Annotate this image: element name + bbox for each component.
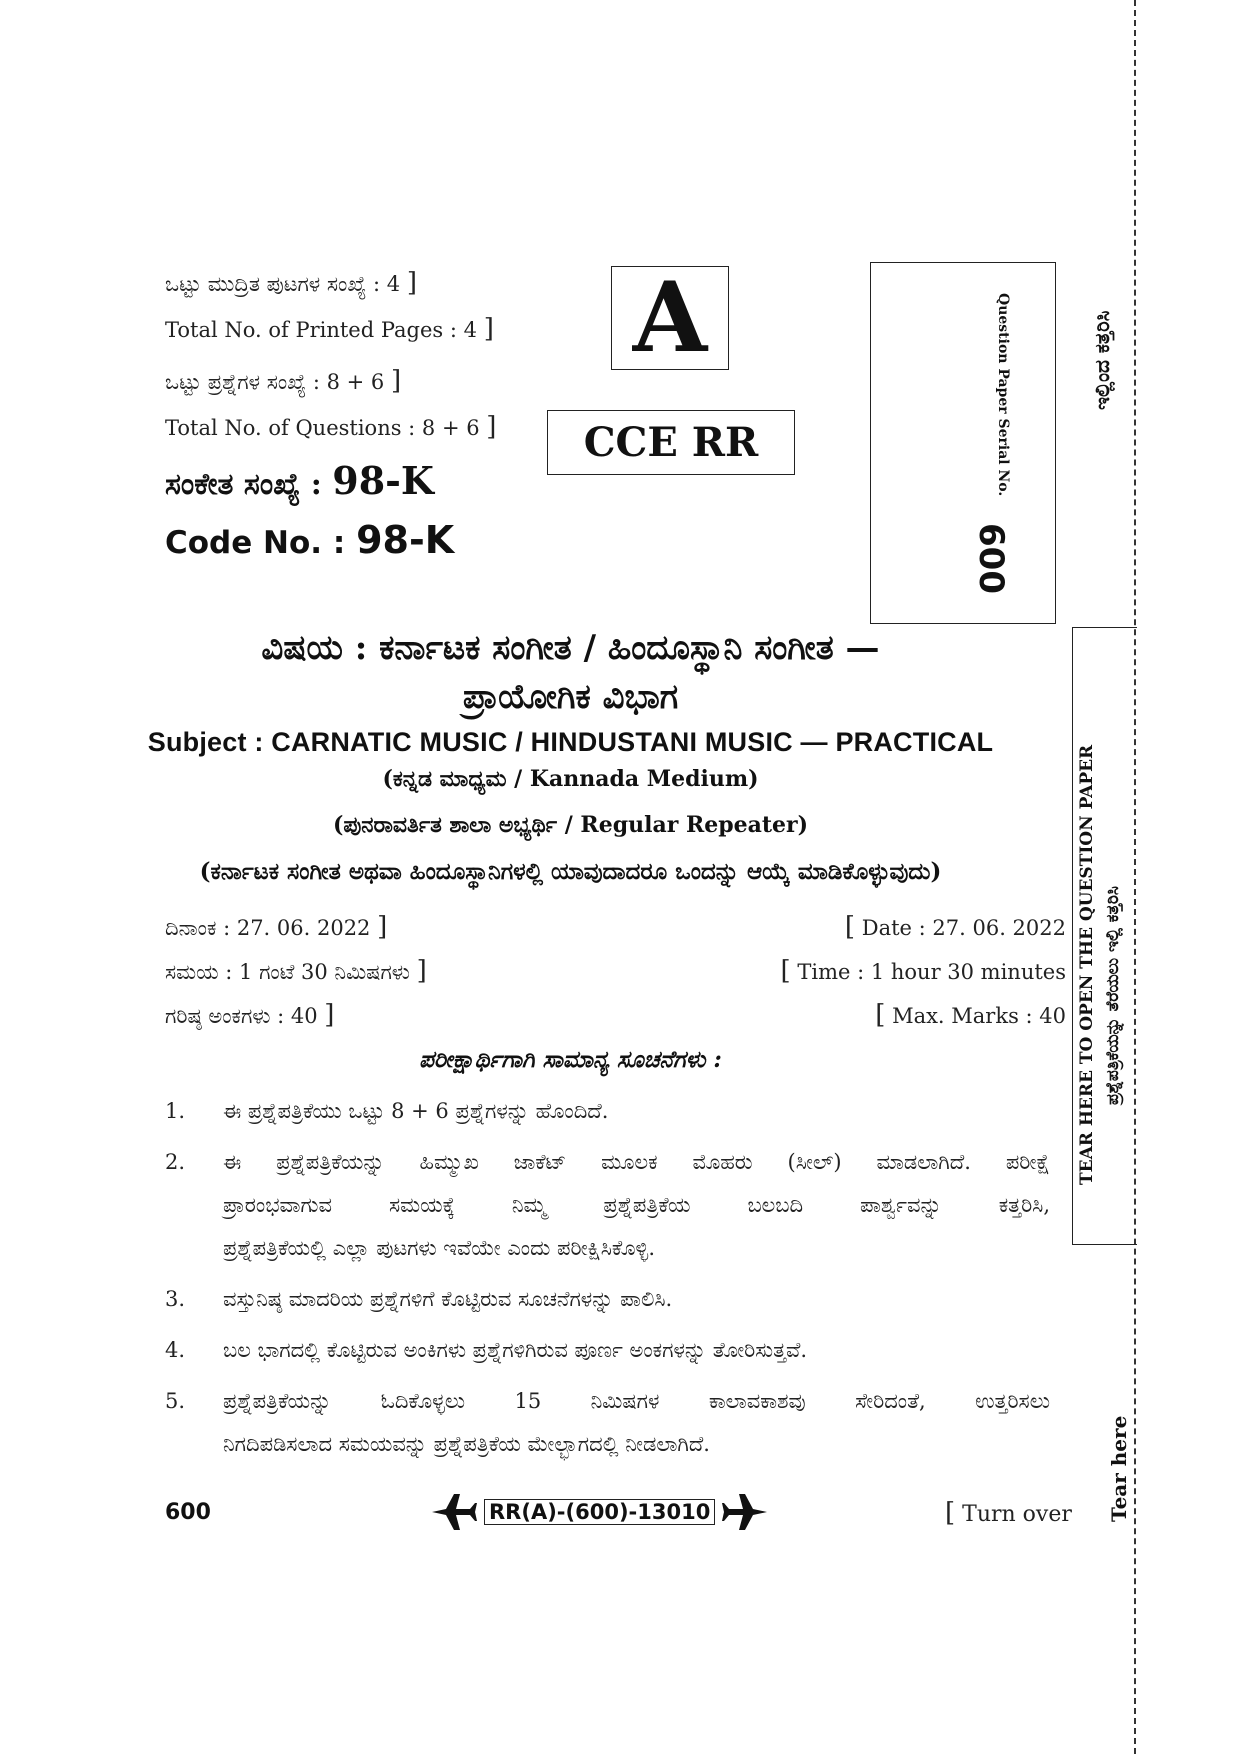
airplane-left-icon [430,1492,478,1532]
total-questions-english: Total No. of Questions : 8 + 6 ] [165,412,497,442]
code-value: 98-K [332,458,434,503]
turn-over: [ Turn over [945,1498,1072,1528]
max-marks-kannada: ಗರಿಷ್ಠ ಅಂಕಗಳು : 40 ] [165,1000,335,1030]
instruction-item: 3. ವಸ್ತುನಿಷ್ಠ ಮಾದರಿಯ ಪ್ರಶ್ನೆಗಳಿಗೆ ಕೊಟ್ಟಿರುವ ಸೂಚನೆಗಳನ್ನು ಪಾಲಿಸಿ. [165,1287,673,1311]
cut-here-kannada: ಇಲ್ಲಿಂದ ಕತ್ತರಿಸಿ [1090,310,1114,410]
subject-english: Subject : CARNATIC MUSIC / HINDUSTANI MUSIC — PRACTICAL [147,727,994,757]
code-number-kannada: ಸಂಕೇತ ಸಂಖ್ಯೆ : 98-K [165,458,434,503]
serial-number: 600 [971,523,1011,594]
time-kannada: ಸಮಯ : 1 ಗಂಟೆ 30 ನಿಮಿಷಗಳು ] [165,956,427,986]
printed-pages-kannada: ಒಟ್ಟು ಮುದ್ರಿತ ಪುಟಗಳ ಸಂಖ್ಯೆ : 4 ] [165,268,417,298]
subject-kannada-line2: ಪ್ರಾಯೋಗಿಕ ವಿಭಾಗ [462,677,679,717]
instruction-item: 2. ಈ ಪ್ರಶ್ನೆಪತ್ರಿಕೆಯನ್ನು ಹಿಮ್ಮುಖ ಜಾಕೆಟ್ ಮೂಲಕ ಮೊಹರು (ಸೀಲ್) ಮಾಡಲಾಗಿದೆ. ಪರೀಕ್ಷೆ ಪ್ರಾರಂಭವಾಗುವ ಸಮಯಕ್ಕೆ ನಿಮ್ಮ ಪ್ರಶ್ನೆಪತ್ರಿಕೆಯ ಬಲಬದಿ ಪಾರ್ಶ್ವವನ್ನು ಕತ್ತರಿಸಿ, ಪ್ರಶ್ನೆಪತ್ರಿಕೆಯಲ್ಲಿ ಎಲ್ಲಾ ಪುಟಗಳು ಇವೆಯೇ ಎಂದು ಪರೀಕ್ಷಿಸಿಕೊಳ್ಳಿ. [165,1150,1050,1260]
total-questions-kannada: ಒಟ್ಟು ಪ್ರಶ್ನೆಗಳ ಸಂಖ್ಯೆ : 8 + 6 ] [165,366,402,396]
printed-pages-english: Total No. of Printed Pages : 4 ] [165,314,494,344]
instruction-item: 1. ಈ ಪ್ರಶ್ನೆಪತ್ರಿಕೆಯು ಒಟ್ಟು 8 + 6 ಪ್ರಶ್ನೆಗಳನ್ನು ಹೊಂದಿದೆ. [165,1099,609,1123]
medium-line: (ಕನ್ನಡ ಮಾಧ್ಯಮ / Kannada Medium) [382,766,759,792]
scheme-label: CCE RR [583,419,759,466]
code-value: 98-K [356,518,455,562]
version-box [611,261,729,374]
date-english: [ Date : 27. 06. 2022 [844,912,1066,942]
airplane-right-icon [721,1492,769,1532]
time-english: [ Time : 1 hour 30 minutes [780,956,1066,986]
instructions-heading: ಪರೀಕ್ಷಾರ್ಥಿಗಾಗಿ ಸಾಮಾನ್ಯ ಸೂಚನೆಗಳು : [419,1046,722,1073]
choice-note: (ಕರ್ನಾಟಕ ಸಂಗೀತ ಅಥವಾ ಹಿಂದೂಸ್ಥಾನಿಗಳಲ್ಲಿ ಯಾವುದಾದರೂ ಒಂದನ್ನು ಆಯ್ಕೆ ಮಾಡಿಕೊಳ್ಳುವುದು) [199,858,942,885]
serial-number-box [870,262,1056,624]
code-number-english: Code No. : 98-K [165,518,455,562]
instructions-list [165,1090,1050,1466]
serial-label: Question Paper Serial No. [995,293,1011,497]
tear-here-label: Tear here [1107,1415,1131,1522]
instruction-item: 5. ಪ್ರಶ್ನೆಪತ್ರಿಕೆಯನ್ನು ಓದಿಕೊಳ್ಳಲು 15 ನಿಮಿಷಗಳ ಕಾಲಾವಕಾಶವು ಸೇರಿದಂತೆ, ಉತ್ತರಿಸಲು ನಿಗದಿಪಡಿಸಲಾದ ಸಮಯವನ್ನು ಪ್ರಶ್ನೆಪತ್ರಿಕೆಯ ಮೇಲ್ಭಾಗದಲ್ಲಿ ನೀಡಲಾಗಿದೆ. [165,1389,1050,1456]
tear-instruction-kannada: ಪ್ರಶ್ನೆಪತ್ರಿಕೆಯನ್ನು ತೆರೆಯಲು ಇಲ್ಲಿ ಕತ್ತರಿಸಿ [1103,886,1123,1105]
instruction-item: 4. ಬಲ ಭಾಗದಲ್ಲಿ ಕೊಟ್ಟಿರುವ ಅಂಕಿಗಳು ಪ್ರಶ್ನೆಗಳಿಗಿರುವ ಪೂರ್ಣ ಅಂಕಗಳನ್ನು ತೋರಿಸುತ್ತವೆ. [165,1338,808,1362]
tear-instruction-english: TEAR HERE TO OPEN THE QUESTION PAPER [1077,744,1097,1185]
footer-reference [430,1492,769,1532]
date-kannada: ದಿನಾಂಕ : 27. 06. 2022 ] [165,912,388,942]
version-letter: A [632,261,708,374]
candidate-type: (ಪುನರಾವರ್ತಿತ ಶಾಲಾ ಅಭ್ಯರ್ಥಿ / Regular Repeater) [332,812,809,838]
subject-kannada-line1: ವಿಷಯ : ಕರ್ನಾಟಕ ಸಂಗೀತ / ಹಿಂದೂಸ್ಥಾನಿ ಸಂಗೀತ — [261,628,880,668]
scheme-box [547,410,795,475]
footer-page-code: 600 [165,1500,211,1525]
reference-code: RR(A)-(600)-13010 [484,1499,715,1525]
max-marks-english: [ Max. Marks : 40 [875,1000,1066,1030]
